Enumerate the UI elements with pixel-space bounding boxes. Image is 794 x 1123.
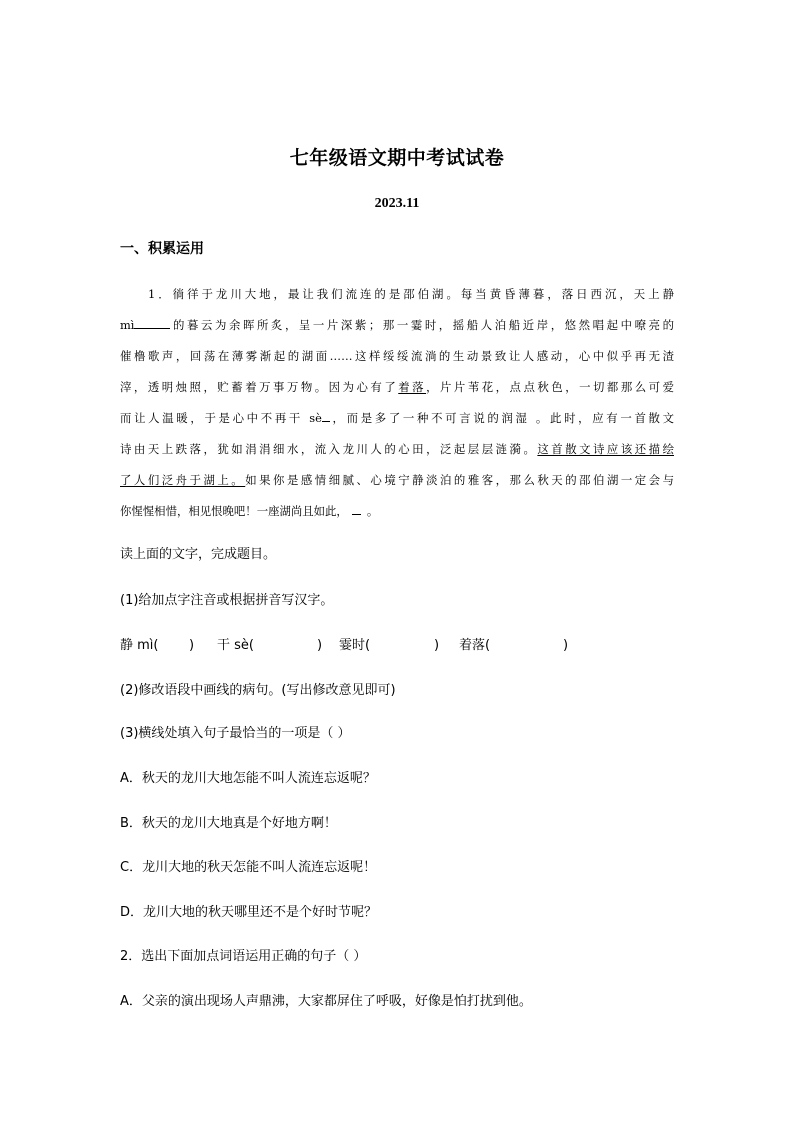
fill-item-close: )	[434, 638, 440, 653]
pinyin-mi: mì	[120, 318, 135, 332]
passage-text: 诗由天上跌落，犹如涓涓细水，流入龙川人的心田，泛起层层涟漪。	[120, 442, 538, 456]
fill-item-label: 着落(	[459, 638, 491, 653]
passage-text: 1．徜徉于龙川大地，最让我们流连的是邵伯湖。每当黄昏薄暮，落日西沉，天上静	[148, 287, 674, 301]
dotted-word-zhuoluo: 着落	[398, 380, 427, 394]
passage-line-1	[148, 286, 674, 302]
passage-text: ，片片苇花，点点秋色，一切都那么可爱	[426, 380, 674, 394]
option-a: A．秋天的龙川大地怎能不叫人流连忘返呢？	[120, 771, 376, 786]
exam-date: 2023.11	[374, 196, 420, 211]
passage-text: 你惺惺相惜，相见恨晚吧！一座湖尚且如此，	[120, 504, 348, 518]
underlined-sentence: 这首散文诗应该还描绘	[537, 442, 674, 456]
page-title: 七年级语文期中考试试卷	[289, 147, 505, 169]
option-d: D．龙川大地的秋天哪里还不是个好时节呢？	[120, 905, 378, 920]
passage-line-3	[120, 348, 674, 364]
instruction: 读上面的文字，完成题目。	[120, 547, 277, 562]
fill-item-close: )	[563, 638, 569, 653]
fill-item-close: )	[317, 638, 323, 653]
passage-line-7	[120, 472, 674, 488]
passage-line-5	[120, 410, 674, 426]
passage-line-2	[120, 317, 674, 333]
underlined-sentence: 了人们泛舟于湖上。	[120, 473, 246, 487]
passage-text: 。	[366, 504, 379, 518]
sub-question-2: (2)修改语段中画线的病句。(写出修改意见即可)	[120, 683, 396, 698]
answer-blank	[322, 410, 330, 422]
passage-line-4	[120, 379, 674, 395]
passage-text: 催橹歌声，回荡在薄雾渐起的湖面……这样绥绥流淌的生动景致让人感动，心中似乎再无渣	[120, 349, 674, 363]
passage-line-8	[120, 503, 674, 519]
pinyin-se: 而让人温暖，于是心中不再干 sè	[120, 411, 322, 425]
fill-item-label: 霎时(	[339, 638, 371, 653]
option-b: B．秋天的龙川大地真是个好地方啊！	[120, 816, 337, 831]
fill-item-close: )	[189, 638, 195, 653]
section-heading: 一、积累运用	[120, 241, 204, 257]
sub-question-3: (3)横线处填入句子最恰当的一项是（ ）	[120, 726, 351, 741]
answer-blank	[134, 317, 170, 329]
answer-blank	[352, 503, 361, 515]
passage-line-6	[120, 441, 674, 457]
sub-question-1: (1)给加点字注音或根据拼音写汉字。	[120, 593, 334, 608]
passage-text: 滓，透明烛照，贮蓄着万事万物。因为心有了	[120, 380, 399, 394]
question-2-stem: 2．选出下面加点词语运用正确的句子（ ）	[120, 949, 367, 964]
passage-text: 的暮云为余晖所炙，呈一片深紫；那一霎时，摇船人泊船近岸，悠然唱起中嘹亮的	[170, 318, 674, 332]
fill-item-label: 静 mì(	[120, 638, 159, 653]
option-c: C．龙川大地的秋天怎能不叫人流连忘返呢！	[120, 860, 377, 875]
passage-text: 如果你是感情细腻、心境宁静淡泊的雅客，那么秋天的邵伯湖一定会与	[245, 473, 674, 487]
question-2-option-a: A．父亲的演出现场人声鼎沸，大家都屏住了呼吸，好像是怕打扰到他。	[120, 994, 532, 1009]
passage-text: ，而是多了一种不可言说的润湿 。此时，应有一首散文	[329, 411, 674, 425]
fill-item-label: 干 sè(	[217, 638, 254, 653]
